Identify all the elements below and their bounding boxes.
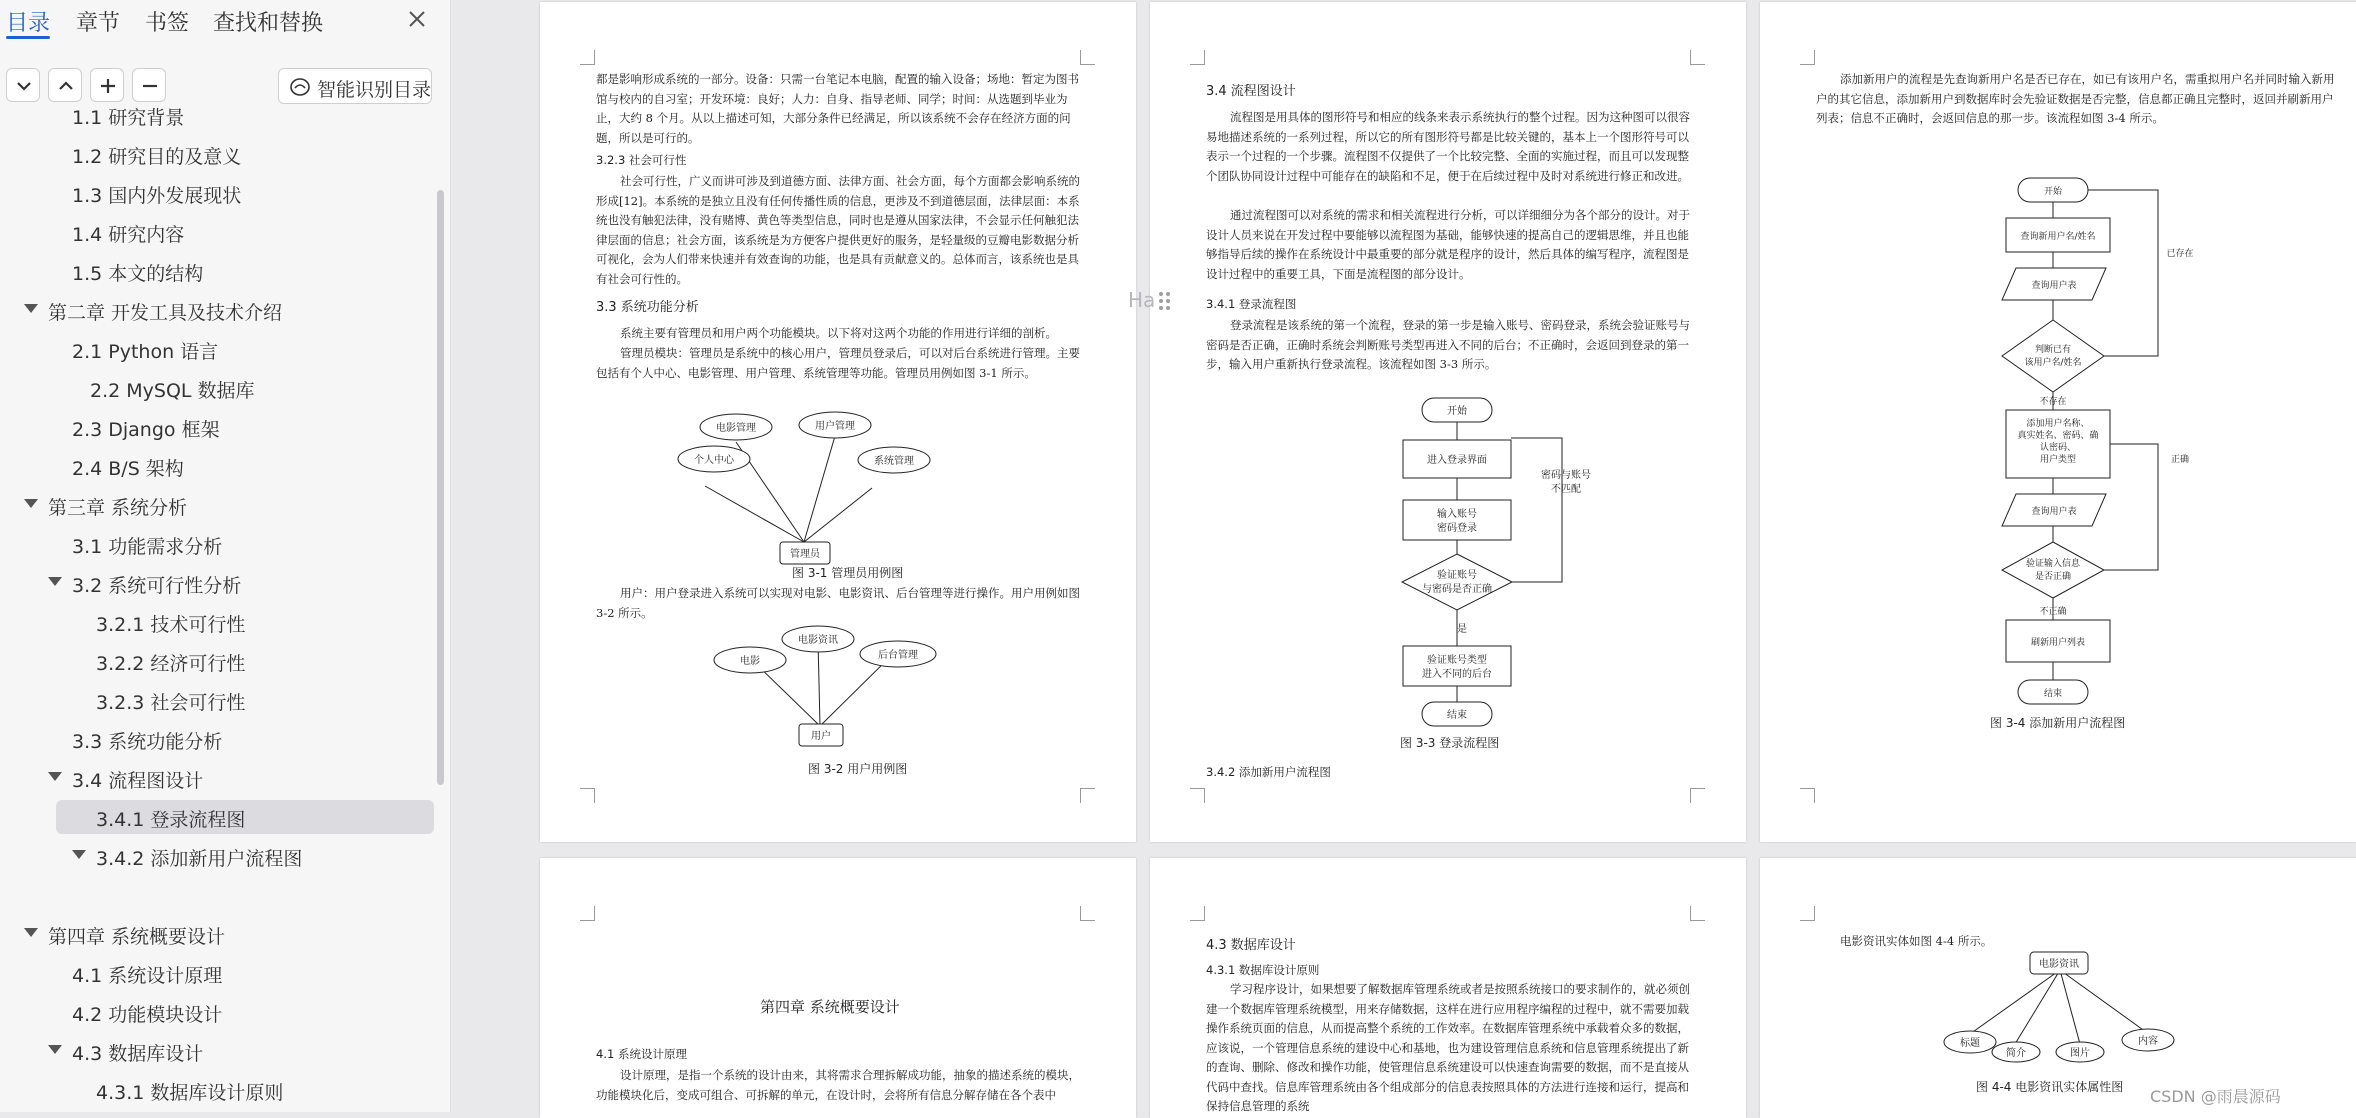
crop-mark — [1690, 788, 1705, 803]
smart-recognize-label: 智能识别目录 — [317, 79, 432, 101]
paragraph: 系统主要有管理员和用户两个功能模块。以下将对这两个功能的作用进行详细的剖析。 — [620, 326, 1057, 340]
toc-item-label: 第四章 系统概要设计 — [48, 926, 226, 948]
toc-item-label: 3.2 系统可行性分析 — [72, 575, 242, 597]
toc-item-label: 3.2.3 社会可行性 — [96, 692, 246, 714]
expand-arrow-icon[interactable] — [48, 772, 62, 781]
toc-item[interactable] — [0, 293, 440, 327]
flow-process — [1403, 500, 1511, 540]
toc-item-label: 1.2 研究目的及意义 — [72, 146, 242, 168]
watermark: CSDN @雨晨源码 — [2150, 1087, 2281, 1106]
use-case-label: 系统管理 — [874, 456, 914, 467]
crop-mark — [1690, 50, 1705, 65]
crop-mark — [580, 788, 595, 803]
active-tab-indicator — [6, 36, 50, 39]
flow-label: 输入账号 — [1437, 509, 1477, 520]
flow-label: 该用户名/姓名 — [2024, 358, 2082, 368]
tab-find-replace[interactable]: 查找和替换 — [213, 11, 324, 36]
toc-item[interactable] — [0, 215, 440, 249]
flow-label: 已存在 — [2166, 249, 2194, 259]
toc-item-label: 2.3 Django 框架 — [72, 419, 220, 441]
figure-caption: 图 3-4 添加新用户流程图 — [1990, 716, 2126, 730]
toc-item-label: 1.3 国内外发展现状 — [72, 185, 242, 207]
toc-item[interactable] — [0, 410, 440, 444]
paragraph: 学习程序设计，如果想要了解数据库管理系统或者是按照系统接口的要求制作的，就必须创建一个数据库管理系统模型，用来存储数据，这样在进行应用程序编程的过程中，就不需要加载操作系统页面的信息，从而提高整个系统的工作效率。在数据库管理系统中承载着众多的数据，应该说，一个管理信息系统的建设中心和基地，也为建设管理信息系统和信息管理系统提出了新的查询、删除、修改和操作功能，使管理信息系统建设可以快速查询需要的数据，而不是直接从代码中查找。信息库管理系统由各个组成部分的信息表按照具体的方法进行连接和运行，提高和保持信息管理的系统 — [1206, 982, 1690, 1113]
toc-item-label: 3.4.1 登录流程图 — [96, 809, 246, 831]
toc-item-label: 3.2.2 经济可行性 — [96, 653, 246, 675]
smart-recognize-icon — [289, 77, 311, 97]
use-case-label: 电影 — [740, 656, 760, 667]
toc-item[interactable] — [0, 254, 440, 288]
navigation-panel — [0, 0, 451, 1112]
paragraph: 流程图是用具体的图形符号和相应的线条来表示系统执行的整个过程。因为这种图可以很容易地描述系统的一系列过程，所以它的所有图形符号都是比较关键的，基本上一个图形符号可以表示一个过程的一个步骤。流程图不仅提供了一个比较完整、全面的实施过程，而且可以发现整个团队协同设计过程中可能存在的缺陷和不足，便于在后续过程中及时对系统进行修正和改进。 — [1206, 110, 1690, 183]
paragraph: 添加新用户的流程是先查询新用户名是否已存在，如已有该用户名，需重拟用户名并同时输入新用户的其它信息，添加新用户到数据库时会先验证数据是否完整，信息都正确且完整时，返回并刷新用户列表；信息不正确时，会返回信息的那一步。该流程如图 3-4 所示。 — [1816, 72, 2335, 125]
toc-item[interactable] — [0, 527, 440, 561]
flow-decision — [2002, 542, 2104, 598]
document-page — [1150, 2, 1746, 842]
use-case-label: 电影管理 — [716, 423, 756, 434]
remove-heading-button[interactable] — [132, 68, 166, 102]
paragraph: 电影资讯实体如图 4-4 所示。 — [1840, 934, 1993, 948]
toc-item-label: 3.4.2 添加新用户流程图 — [96, 848, 303, 870]
flow-label: 验证账号 — [1437, 570, 1477, 581]
add-user-flowchart — [1996, 172, 2206, 712]
chevron-up-icon — [56, 76, 76, 96]
toc-item-label: 1.1 研究背景 — [72, 107, 185, 129]
collapse-button[interactable] — [48, 68, 82, 102]
flow-label: 查询用户表 — [2031, 507, 2077, 517]
toc-item-label: 3.3 系统功能分析 — [72, 731, 223, 753]
flow-label: 用户类型 — [2039, 455, 2077, 465]
figure-caption: 图 3-3 登录流程图 — [1400, 736, 1500, 750]
toc-item[interactable] — [0, 1034, 440, 1068]
flow-label: 是否正确 — [2034, 572, 2072, 582]
flow-label: 开始 — [1447, 406, 1467, 417]
crop-mark — [580, 50, 595, 65]
section-heading: 3.2.3 社会可行性 — [596, 153, 687, 167]
flow-label: 查询新用户名/姓名 — [2020, 232, 2096, 242]
paragraph: 设计原理，是指一个系统的设计由来，其将需求合理拆解成功能，抽象的描述系统的模块，功能模块化后，变成可组合、可拆解的单元，在设计时，会将所有信息分解存储在各个表中 — [596, 1068, 1080, 1102]
flow-label: 判断已有 — [2034, 345, 2072, 355]
drag-handle[interactable] — [1128, 288, 1180, 314]
flow-label: 开始 — [2043, 187, 2063, 197]
flow-label: 进入不同的后台 — [1422, 669, 1492, 680]
crop-mark — [1690, 906, 1705, 921]
heading-style-label: Ha — [1128, 288, 1156, 312]
flow-label: 结束 — [2043, 689, 2063, 699]
document-page — [1760, 2, 2356, 842]
use-case-label: 后台管理 — [878, 650, 918, 661]
section-heading: 4.1 系统设计原理 — [596, 1047, 687, 1061]
drag-grip-icon — [1158, 291, 1172, 311]
expand-arrow-icon[interactable] — [48, 577, 62, 586]
crop-mark — [1190, 50, 1205, 65]
toc-item[interactable] — [0, 761, 440, 795]
toc-item — [0, 878, 440, 912]
section-heading: 3.4.1 登录流程图 — [1206, 297, 1297, 311]
toc-item-label: 3.4 流程图设计 — [72, 770, 204, 792]
section-heading: 3.4 流程图设计 — [1206, 84, 1296, 99]
toc-item-label: 2.2 MySQL 数据库 — [90, 380, 255, 402]
flow-label: 是 — [1457, 624, 1467, 635]
toc-item-label: 2.4 B/S 架构 — [72, 458, 184, 480]
use-case-label: 个人中心 — [694, 455, 734, 466]
crop-mark — [1800, 50, 1815, 65]
flow-label: 真实姓名、密码、确 — [2017, 431, 2099, 441]
toc-list — [0, 107, 450, 1112]
toc-item-label: 2.1 Python 语言 — [72, 341, 219, 363]
flow-label: 刷新用户列表 — [2030, 638, 2086, 648]
toc-item[interactable] — [0, 995, 440, 1029]
figure-caption: 图 3-1 管理员用例图 — [792, 566, 904, 580]
paragraph: 管理员模块：管理员是系统中的核心用户，管理员登录后，可以对后台系统进行管理。主要包括有个人中心、电影管理、用户管理、系统管理等功能。管理员用例如图 3-1 所示。 — [596, 346, 1080, 380]
crop-mark — [1080, 788, 1095, 803]
nav-tab-bar — [0, 0, 450, 44]
minus-icon — [140, 76, 160, 96]
toc-item-label: 4.3 数据库设计 — [72, 1043, 204, 1065]
crop-mark — [580, 906, 595, 921]
document-page — [540, 858, 1136, 1118]
plus-icon — [98, 76, 118, 96]
attribute-label: 图片 — [2070, 1048, 2090, 1059]
flow-label: 密码与账号 — [1541, 470, 1591, 481]
document-page — [540, 2, 1136, 842]
tab-chapters[interactable]: 章节 — [76, 11, 121, 36]
toc-item-label: 4.3.1 数据库设计原则 — [96, 1082, 284, 1104]
chevron-down-icon — [14, 76, 34, 96]
user-use-case-diagram — [710, 622, 970, 752]
tab-bookmarks[interactable]: 书签 — [145, 11, 190, 36]
toc-item[interactable] — [0, 566, 440, 600]
flow-label: 正确 — [2170, 455, 2190, 465]
close-icon — [402, 4, 432, 34]
toc-item[interactable] — [0, 1073, 440, 1107]
document-page — [1150, 858, 1746, 1118]
flow-label: 添加用户名称、 — [2026, 419, 2090, 429]
toc-item[interactable] — [0, 956, 440, 990]
toc-item-label: 4.2 功能模块设计 — [72, 1004, 223, 1026]
expand-arrow-icon[interactable] — [72, 850, 86, 859]
flow-label: 不匹配 — [1551, 484, 1581, 495]
figure-caption: 图 3-2 用户用例图 — [808, 762, 908, 776]
flow-decision — [2002, 320, 2104, 392]
toc-item-label: 1.5 本文的结构 — [72, 263, 204, 285]
toc-item-label: 第二章 开发工具及技术介绍 — [48, 302, 283, 324]
expand-arrow-icon[interactable] — [24, 304, 38, 313]
toc-item[interactable] — [0, 917, 440, 951]
actor-label: 管理员 — [790, 549, 820, 560]
flow-label: 验证账号类型 — [1427, 655, 1487, 666]
toc-item[interactable] — [0, 488, 440, 522]
section-heading: 4.3.1 数据库设计原则 — [1206, 963, 1320, 977]
expand-arrow-icon[interactable] — [24, 928, 38, 937]
crop-mark — [1800, 906, 1815, 921]
entity-attribute-diagram — [1940, 948, 2180, 1058]
toc-item[interactable] — [0, 605, 440, 639]
toc-item-label: 4.1 系统设计原理 — [72, 965, 223, 987]
use-case-label: 用户管理 — [815, 421, 855, 432]
flow-label: 进入登录界面 — [1427, 455, 1487, 466]
toc-item-label: 1.4 研究内容 — [72, 224, 185, 246]
flow-decision — [1402, 554, 1512, 610]
section-heading: 4.3 数据库设计 — [1206, 938, 1296, 953]
crop-mark — [1080, 50, 1095, 65]
expand-arrow-icon[interactable] — [48, 1045, 62, 1054]
toc-item[interactable] — [0, 644, 440, 678]
add-heading-button[interactable] — [90, 68, 124, 102]
chapter-title: 第四章 系统概要设计 — [760, 998, 900, 1016]
toc-item[interactable] — [0, 332, 440, 366]
entity-label: 电影资讯 — [2039, 959, 2079, 970]
section-heading: 3.4.2 添加新用户流程图 — [1206, 765, 1331, 779]
flow-label: 与密码是否正确 — [1422, 584, 1492, 595]
crop-mark — [1080, 906, 1095, 921]
toc-item-label: 3.1 功能需求分析 — [72, 536, 223, 558]
attribute-label: 标题 — [1960, 1038, 1980, 1049]
crop-mark — [1800, 788, 1815, 803]
toc-item[interactable] — [0, 800, 440, 834]
paragraph: 通过流程图可以对系统的需求和相关流程进行分析，可以详细细分为各个部分的设计。对于设计人员来说在开发过程中要能够以流程图为基础，能够快速的提高自己的逻辑思维，并且也能够指导后续的操作在系统设计中最重要的部分就是程序的设计，然后具体的编写程序，流程图是设计过程中的重要工具，下面是流程图的部分设计。 — [1206, 208, 1690, 281]
crop-mark — [1190, 906, 1205, 921]
flow-label: 验证输入信息 — [2025, 559, 2081, 569]
toc-item[interactable] — [0, 683, 440, 717]
close-panel-button[interactable] — [402, 4, 432, 34]
document-page — [1760, 858, 2356, 1118]
actor-label: 用户 — [811, 731, 831, 742]
toc-item[interactable] — [0, 176, 440, 210]
toc-item[interactable] — [0, 449, 440, 483]
flow-label: 不存在 — [2039, 397, 2067, 407]
paragraph: 登录流程是该系统的第一个流程，登录的第一步是输入账号、密码登录，系统会验证账号与密码是否正确，正确时系统会判断账号类型再进入不同的后台；不正确时，会返回到登录的第一步，输入用户重新执行登录流程。该流程如图 3-3 所示。 — [1206, 318, 1690, 371]
flow-label: 密码登录 — [1437, 523, 1477, 534]
flow-label: 查询用户表 — [2031, 281, 2077, 291]
flow-label: 认密码、 — [2039, 443, 2077, 453]
attribute-label: 简介 — [2006, 1048, 2026, 1059]
login-flowchart — [1386, 392, 1606, 732]
toc-item[interactable] — [0, 722, 440, 756]
paragraph: 用户：用户登录进入系统可以实现对电影、电影资讯、后台管理等进行操作。用户用例如图 3-2 所示。 — [596, 586, 1080, 620]
use-case-label: 电影资讯 — [798, 635, 838, 646]
flow-label: 不正确 — [2039, 607, 2067, 617]
tab-toc[interactable]: 目录 — [6, 11, 51, 36]
attribute-label: 内容 — [2138, 1036, 2158, 1047]
toc-item[interactable] — [0, 839, 440, 873]
flow-label: 结束 — [1447, 710, 1467, 721]
section-heading: 3.3 系统功能分析 — [596, 300, 699, 315]
crop-mark — [1190, 788, 1205, 803]
toc-item[interactable] — [0, 98, 440, 132]
paragraph: 都是影响形成系统的一部分。设备：只需一台笔记本电脑，配置的输入设备；场地：暂定为图书馆与校内的自习室；开发环境：良好；人力：自身、指导老师、同学；时间：从选题到毕业为止，大约 8 个月。从以上描述可知，大部分条件已经满足，所以该系统不会存在经济方面的问题，所以是可行的。 — [596, 72, 1079, 145]
toc-item[interactable] — [0, 371, 440, 405]
figure-caption: 图 4-4 电影资讯实体属性图 — [1976, 1080, 2124, 1094]
toc-item-label: 3.2.1 技术可行性 — [96, 614, 246, 636]
paragraph: 社会可行性，广义而讲可涉及到道德方面、法律方面、社会方面，每个方面都会影响系统的形成[12]。本系统的是独立且没有任何传播性质的信息，更涉及不到道德层面，法律层面：本系统也没有触犯法律，没有赌博、黄色等类型信息，同时也是遵从国家法律，不会显示任何触犯法律层面的信息；社会方面，该系统是为方便客户提供更好的服务，是轻量级的豆瓣电影数据分析可视化，会为人们带来快速并有效查询的功能，也是具有贡献意义的。总体而言，该系统也是具有社会可行性的。 — [596, 174, 1080, 286]
flow-process — [1403, 646, 1511, 686]
toc-item[interactable] — [0, 137, 440, 171]
expand-button[interactable] — [6, 68, 40, 102]
toc-scrollbar[interactable] — [437, 190, 444, 785]
admin-use-case-diagram — [680, 402, 1000, 560]
expand-arrow-icon[interactable] — [24, 499, 38, 508]
toc-item-label: 第三章 系统分析 — [48, 497, 188, 519]
